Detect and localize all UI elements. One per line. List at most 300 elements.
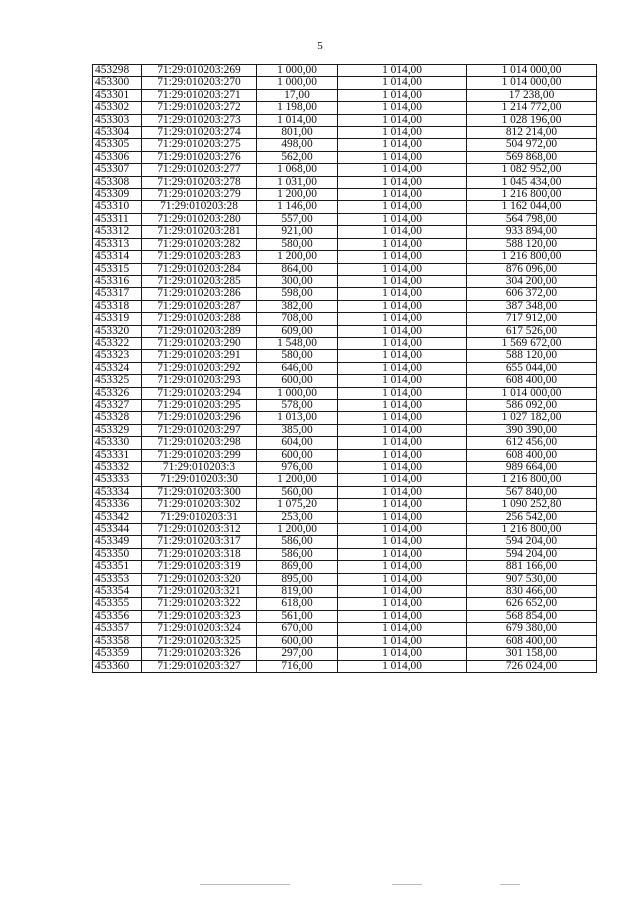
table-row xyxy=(93,524,597,536)
total-value-cell: 588 120,00 xyxy=(467,350,597,362)
unit-price-cell: 1 014,00 xyxy=(338,387,467,399)
table-row xyxy=(93,65,597,77)
total-value-cell: 726 024,00 xyxy=(467,660,597,672)
unit-price-cell: 1 014,00 xyxy=(338,660,467,672)
cadastral-number-cell: 71:29:010203:286 xyxy=(142,288,257,300)
cadastral-number-cell: 71:29:010203:285 xyxy=(142,275,257,287)
plot-id-cell: 453354 xyxy=(93,586,142,598)
unit-price-cell: 1 014,00 xyxy=(338,176,467,188)
cadastral-number-cell: 71:29:010203:31 xyxy=(142,511,257,523)
plot-id-cell: 453312 xyxy=(93,226,142,238)
total-value-cell: 881 166,00 xyxy=(467,561,597,573)
area-cell: 1 031,00 xyxy=(257,176,338,188)
cadastral-number-cell: 71:29:010203:287 xyxy=(142,300,257,312)
table-row xyxy=(93,660,597,672)
plot-id-cell: 453329 xyxy=(93,424,142,436)
table-row xyxy=(93,251,597,263)
total-value-cell: 612 456,00 xyxy=(467,437,597,449)
table-row xyxy=(93,635,597,647)
area-cell: 801,00 xyxy=(257,127,338,139)
total-value-cell: 617 526,00 xyxy=(467,325,597,337)
total-value-cell: 655 044,00 xyxy=(467,362,597,374)
plot-id-cell: 453306 xyxy=(93,151,142,163)
unit-price-cell: 1 014,00 xyxy=(338,77,467,89)
table-row xyxy=(93,573,597,585)
cadastral-number-cell: 71:29:010203:277 xyxy=(142,164,257,176)
unit-price-cell: 1 014,00 xyxy=(338,462,467,474)
area-cell: 869,00 xyxy=(257,561,338,573)
plot-id-cell: 453333 xyxy=(93,474,142,486)
area-cell: 1 000,00 xyxy=(257,387,338,399)
area-cell: 716,00 xyxy=(257,660,338,672)
cadastral-number-cell: 71:29:010203:280 xyxy=(142,213,257,225)
table-row xyxy=(93,598,597,610)
unit-price-cell: 1 014,00 xyxy=(338,362,467,374)
cadastral-number-cell: 71:29:010203:320 xyxy=(142,573,257,585)
cadastral-number-cell: 71:29:010203:322 xyxy=(142,598,257,610)
total-value-cell: 1 027 182,00 xyxy=(467,412,597,424)
total-value-cell: 1 216 800,00 xyxy=(467,251,597,263)
plot-id-cell: 453360 xyxy=(93,660,142,672)
plot-id-cell: 453327 xyxy=(93,399,142,411)
plot-id-cell: 453309 xyxy=(93,189,142,201)
cadastral-number-cell: 71:29:010203:296 xyxy=(142,412,257,424)
table-row xyxy=(93,399,597,411)
area-cell: 1 013,00 xyxy=(257,412,338,424)
table-row xyxy=(93,586,597,598)
cadastral-number-cell: 71:29:010203:273 xyxy=(142,114,257,126)
unit-price-cell: 1 014,00 xyxy=(338,251,467,263)
plot-id-cell: 453307 xyxy=(93,164,142,176)
cadastral-number-cell: 71:29:010203:312 xyxy=(142,524,257,536)
area-cell: 586,00 xyxy=(257,536,338,548)
cadastral-number-cell: 71:29:010203:288 xyxy=(142,313,257,325)
table-row xyxy=(93,437,597,449)
unit-price-cell: 1 014,00 xyxy=(338,499,467,511)
unit-price-cell: 1 014,00 xyxy=(338,213,467,225)
unit-price-cell: 1 014,00 xyxy=(338,610,467,622)
cadastral-number-cell: 71:29:010203:302 xyxy=(142,499,257,511)
table-body xyxy=(93,65,597,673)
plot-id-cell: 453300 xyxy=(93,77,142,89)
total-value-cell: 1 014 000,00 xyxy=(467,65,597,77)
cadastral-number-cell: 71:29:010203:294 xyxy=(142,387,257,399)
cadastral-number-cell: 71:29:010203:295 xyxy=(142,399,257,411)
plot-id-cell: 453330 xyxy=(93,437,142,449)
total-value-cell: 907 530,00 xyxy=(467,573,597,585)
plot-id-cell: 453304 xyxy=(93,127,142,139)
plot-id-cell: 453356 xyxy=(93,610,142,622)
land-plots-table xyxy=(92,64,597,673)
cadastral-number-cell: 71:29:010203:327 xyxy=(142,660,257,672)
total-value-cell: 390 390,00 xyxy=(467,424,597,436)
area-cell: 1 200,00 xyxy=(257,189,338,201)
unit-price-cell: 1 014,00 xyxy=(338,337,467,349)
area-cell: 1 075,20 xyxy=(257,499,338,511)
plot-id-cell: 453323 xyxy=(93,350,142,362)
cadastral-number-cell: 71:29:010203:291 xyxy=(142,350,257,362)
cadastral-number-cell: 71:29:010203:325 xyxy=(142,635,257,647)
unit-price-cell: 1 014,00 xyxy=(338,561,467,573)
total-value-cell: 1 162 044,00 xyxy=(467,201,597,213)
table-row xyxy=(93,623,597,635)
cadastral-number-cell: 71:29:010203:323 xyxy=(142,610,257,622)
cadastral-number-cell: 71:29:010203:293 xyxy=(142,375,257,387)
table-row xyxy=(93,164,597,176)
plot-id-cell: 453349 xyxy=(93,536,142,548)
table-row xyxy=(93,548,597,560)
table-row xyxy=(93,499,597,511)
unit-price-cell: 1 014,00 xyxy=(338,151,467,163)
cadastral-number-cell: 71:29:010203:290 xyxy=(142,337,257,349)
total-value-cell: 1 216 800,00 xyxy=(467,189,597,201)
cadastral-number-cell: 71:29:010203:319 xyxy=(142,561,257,573)
cadastral-number-cell: 71:29:010203:321 xyxy=(142,586,257,598)
plot-id-cell: 453326 xyxy=(93,387,142,399)
plot-id-cell: 453313 xyxy=(93,238,142,250)
scan-artifact xyxy=(200,884,290,885)
unit-price-cell: 1 014,00 xyxy=(338,524,467,536)
table-row xyxy=(93,362,597,374)
area-cell: 580,00 xyxy=(257,238,338,250)
cadastral-number-cell: 71:29:010203:282 xyxy=(142,238,257,250)
table-row xyxy=(93,89,597,101)
cadastral-number-cell: 71:29:010203:326 xyxy=(142,648,257,660)
area-cell: 297,00 xyxy=(257,648,338,660)
plot-id-cell: 453342 xyxy=(93,511,142,523)
total-value-cell: 594 204,00 xyxy=(467,548,597,560)
total-value-cell: 504 972,00 xyxy=(467,139,597,151)
table-row xyxy=(93,201,597,213)
table-row xyxy=(93,474,597,486)
plot-id-cell: 453355 xyxy=(93,598,142,610)
total-value-cell: 569 868,00 xyxy=(467,151,597,163)
total-value-cell: 1 090 252,80 xyxy=(467,499,597,511)
unit-price-cell: 1 014,00 xyxy=(338,449,467,461)
cadastral-number-cell: 71:29:010203:30 xyxy=(142,474,257,486)
unit-price-cell: 1 014,00 xyxy=(338,648,467,660)
table-row xyxy=(93,536,597,548)
area-cell: 1 000,00 xyxy=(257,65,338,77)
unit-price-cell: 1 014,00 xyxy=(338,275,467,287)
plot-id-cell: 453328 xyxy=(93,412,142,424)
total-value-cell: 1 028 196,00 xyxy=(467,114,597,126)
area-cell: 1 068,00 xyxy=(257,164,338,176)
total-value-cell: 256 542,00 xyxy=(467,511,597,523)
unit-price-cell: 1 014,00 xyxy=(338,89,467,101)
unit-price-cell: 1 014,00 xyxy=(338,238,467,250)
area-cell: 580,00 xyxy=(257,350,338,362)
plot-id-cell: 453353 xyxy=(93,573,142,585)
total-value-cell: 608 400,00 xyxy=(467,375,597,387)
area-cell: 562,00 xyxy=(257,151,338,163)
plot-id-cell: 453320 xyxy=(93,325,142,337)
total-value-cell: 608 400,00 xyxy=(467,449,597,461)
unit-price-cell: 1 014,00 xyxy=(338,635,467,647)
area-cell: 1 200,00 xyxy=(257,524,338,536)
area-cell: 618,00 xyxy=(257,598,338,610)
plot-id-cell: 453301 xyxy=(93,89,142,101)
plot-id-cell: 453331 xyxy=(93,449,142,461)
table-row xyxy=(93,275,597,287)
cadastral-number-cell: 71:29:010203:300 xyxy=(142,486,257,498)
table-row xyxy=(93,139,597,151)
plot-id-cell: 453315 xyxy=(93,263,142,275)
unit-price-cell: 1 014,00 xyxy=(338,288,467,300)
plot-id-cell: 453336 xyxy=(93,499,142,511)
cadastral-number-cell: 71:29:010203:271 xyxy=(142,89,257,101)
plot-id-cell: 453359 xyxy=(93,648,142,660)
unit-price-cell: 1 014,00 xyxy=(338,399,467,411)
table-row xyxy=(93,238,597,250)
table-row xyxy=(93,226,597,238)
unit-price-cell: 1 014,00 xyxy=(338,437,467,449)
cadastral-number-cell: 71:29:010203:276 xyxy=(142,151,257,163)
cadastral-number-cell: 71:29:010203:324 xyxy=(142,623,257,635)
area-cell: 382,00 xyxy=(257,300,338,312)
unit-price-cell: 1 014,00 xyxy=(338,325,467,337)
total-value-cell: 586 092,00 xyxy=(467,399,597,411)
total-value-cell: 1 014 000,00 xyxy=(467,77,597,89)
total-value-cell: 608 400,00 xyxy=(467,635,597,647)
area-cell: 604,00 xyxy=(257,437,338,449)
unit-price-cell: 1 014,00 xyxy=(338,300,467,312)
page-number: 5 xyxy=(317,40,323,52)
area-cell: 708,00 xyxy=(257,313,338,325)
cadastral-number-cell: 71:29:010203:317 xyxy=(142,536,257,548)
table-row xyxy=(93,350,597,362)
unit-price-cell: 1 014,00 xyxy=(338,424,467,436)
plot-id-cell: 453314 xyxy=(93,251,142,263)
plot-id-cell: 453351 xyxy=(93,561,142,573)
plot-id-cell: 453310 xyxy=(93,201,142,213)
plot-id-cell: 453308 xyxy=(93,176,142,188)
total-value-cell: 387 348,00 xyxy=(467,300,597,312)
table-row xyxy=(93,337,597,349)
unit-price-cell: 1 014,00 xyxy=(338,139,467,151)
unit-price-cell: 1 014,00 xyxy=(338,313,467,325)
area-cell: 895,00 xyxy=(257,573,338,585)
table-row xyxy=(93,300,597,312)
total-value-cell: 304 200,00 xyxy=(467,275,597,287)
area-cell: 253,00 xyxy=(257,511,338,523)
unit-price-cell: 1 014,00 xyxy=(338,486,467,498)
plot-id-cell: 453303 xyxy=(93,114,142,126)
area-cell: 1 198,00 xyxy=(257,102,338,114)
scan-artifact xyxy=(500,884,520,885)
cadastral-number-cell: 71:29:010203:284 xyxy=(142,263,257,275)
cadastral-number-cell: 71:29:010203:269 xyxy=(142,65,257,77)
plot-id-cell: 453305 xyxy=(93,139,142,151)
area-cell: 1 200,00 xyxy=(257,474,338,486)
table-row xyxy=(93,610,597,622)
area-cell: 609,00 xyxy=(257,325,338,337)
total-value-cell: 588 120,00 xyxy=(467,238,597,250)
unit-price-cell: 1 014,00 xyxy=(338,573,467,585)
unit-price-cell: 1 014,00 xyxy=(338,598,467,610)
total-value-cell: 1 082 952,00 xyxy=(467,164,597,176)
total-value-cell: 626 652,00 xyxy=(467,598,597,610)
cadastral-number-cell: 71:29:010203:272 xyxy=(142,102,257,114)
unit-price-cell: 1 014,00 xyxy=(338,102,467,114)
table-row xyxy=(93,176,597,188)
plot-id-cell: 453311 xyxy=(93,213,142,225)
table-row xyxy=(93,486,597,498)
table-row xyxy=(93,114,597,126)
table-row xyxy=(93,511,597,523)
area-cell: 670,00 xyxy=(257,623,338,635)
plot-id-cell: 453317 xyxy=(93,288,142,300)
plot-id-cell: 453324 xyxy=(93,362,142,374)
table-row xyxy=(93,449,597,461)
table-row xyxy=(93,77,597,89)
cadastral-number-cell: 71:29:010203:28 xyxy=(142,201,257,213)
scan-artifact xyxy=(392,884,422,885)
area-cell: 976,00 xyxy=(257,462,338,474)
total-value-cell: 1 569 672,00 xyxy=(467,337,597,349)
table-row xyxy=(93,462,597,474)
unit-price-cell: 1 014,00 xyxy=(338,164,467,176)
area-cell: 1 014,00 xyxy=(257,114,338,126)
total-value-cell: 594 204,00 xyxy=(467,536,597,548)
plot-id-cell: 453334 xyxy=(93,486,142,498)
area-cell: 557,00 xyxy=(257,213,338,225)
area-cell: 17,00 xyxy=(257,89,338,101)
cadastral-number-cell: 71:29:010203:281 xyxy=(142,226,257,238)
cadastral-number-cell: 71:29:010203:298 xyxy=(142,437,257,449)
area-cell: 921,00 xyxy=(257,226,338,238)
unit-price-cell: 1 014,00 xyxy=(338,623,467,635)
total-value-cell: 567 840,00 xyxy=(467,486,597,498)
total-value-cell: 679 380,00 xyxy=(467,623,597,635)
total-value-cell: 1 045 434,00 xyxy=(467,176,597,188)
table-row xyxy=(93,387,597,399)
table-row xyxy=(93,648,597,660)
plot-id-cell: 453358 xyxy=(93,635,142,647)
unit-price-cell: 1 014,00 xyxy=(338,548,467,560)
cadastral-number-cell: 71:29:010203:289 xyxy=(142,325,257,337)
total-value-cell: 876 096,00 xyxy=(467,263,597,275)
unit-price-cell: 1 014,00 xyxy=(338,226,467,238)
unit-price-cell: 1 014,00 xyxy=(338,412,467,424)
area-cell: 578,00 xyxy=(257,399,338,411)
unit-price-cell: 1 014,00 xyxy=(338,586,467,598)
area-cell: 1 200,00 xyxy=(257,251,338,263)
plot-id-cell: 453344 xyxy=(93,524,142,536)
table-row xyxy=(93,213,597,225)
table-row xyxy=(93,561,597,573)
total-value-cell: 1 014 000,00 xyxy=(467,387,597,399)
cadastral-number-cell: 71:29:010203:292 xyxy=(142,362,257,374)
total-value-cell: 1 216 800,00 xyxy=(467,474,597,486)
area-cell: 600,00 xyxy=(257,449,338,461)
table-row xyxy=(93,127,597,139)
total-value-cell: 830 466,00 xyxy=(467,586,597,598)
unit-price-cell: 1 014,00 xyxy=(338,65,467,77)
cadastral-number-cell: 71:29:010203:3 xyxy=(142,462,257,474)
area-cell: 646,00 xyxy=(257,362,338,374)
plot-id-cell: 453298 xyxy=(93,65,142,77)
table-row xyxy=(93,151,597,163)
area-cell: 560,00 xyxy=(257,486,338,498)
plot-id-cell: 453332 xyxy=(93,462,142,474)
unit-price-cell: 1 014,00 xyxy=(338,189,467,201)
plot-id-cell: 453350 xyxy=(93,548,142,560)
plot-id-cell: 453302 xyxy=(93,102,142,114)
total-value-cell: 1 216 800,00 xyxy=(467,524,597,536)
total-value-cell: 1 214 772,00 xyxy=(467,102,597,114)
table-row xyxy=(93,189,597,201)
unit-price-cell: 1 014,00 xyxy=(338,127,467,139)
unit-price-cell: 1 014,00 xyxy=(338,536,467,548)
area-cell: 600,00 xyxy=(257,375,338,387)
cadastral-number-cell: 71:29:010203:270 xyxy=(142,77,257,89)
unit-price-cell: 1 014,00 xyxy=(338,375,467,387)
plot-id-cell: 453325 xyxy=(93,375,142,387)
table-row xyxy=(93,313,597,325)
table-row xyxy=(93,288,597,300)
table-row xyxy=(93,325,597,337)
plot-id-cell: 453357 xyxy=(93,623,142,635)
cadastral-number-cell: 71:29:010203:297 xyxy=(142,424,257,436)
table-row xyxy=(93,424,597,436)
area-cell: 1 000,00 xyxy=(257,77,338,89)
total-value-cell: 606 372,00 xyxy=(467,288,597,300)
plot-id-cell: 453319 xyxy=(93,313,142,325)
plot-id-cell: 453318 xyxy=(93,300,142,312)
cadastral-number-cell: 71:29:010203:299 xyxy=(142,449,257,461)
area-cell: 561,00 xyxy=(257,610,338,622)
area-cell: 600,00 xyxy=(257,635,338,647)
unit-price-cell: 1 014,00 xyxy=(338,511,467,523)
cadastral-number-cell: 71:29:010203:283 xyxy=(142,251,257,263)
area-cell: 864,00 xyxy=(257,263,338,275)
plot-id-cell: 453322 xyxy=(93,337,142,349)
unit-price-cell: 1 014,00 xyxy=(338,263,467,275)
total-value-cell: 989 664,00 xyxy=(467,462,597,474)
total-value-cell: 812 214,00 xyxy=(467,127,597,139)
cadastral-number-cell: 71:29:010203:275 xyxy=(142,139,257,151)
total-value-cell: 568 854,00 xyxy=(467,610,597,622)
area-cell: 598,00 xyxy=(257,288,338,300)
table-row xyxy=(93,102,597,114)
unit-price-cell: 1 014,00 xyxy=(338,114,467,126)
area-cell: 1 548,00 xyxy=(257,337,338,349)
total-value-cell: 933 894,00 xyxy=(467,226,597,238)
table-row xyxy=(93,375,597,387)
cadastral-number-cell: 71:29:010203:274 xyxy=(142,127,257,139)
total-value-cell: 301 158,00 xyxy=(467,648,597,660)
area-cell: 1 146,00 xyxy=(257,201,338,213)
area-cell: 586,00 xyxy=(257,548,338,560)
unit-price-cell: 1 014,00 xyxy=(338,474,467,486)
total-value-cell: 717 912,00 xyxy=(467,313,597,325)
unit-price-cell: 1 014,00 xyxy=(338,350,467,362)
table-row xyxy=(93,412,597,424)
area-cell: 498,00 xyxy=(257,139,338,151)
plot-id-cell: 453316 xyxy=(93,275,142,287)
area-cell: 300,00 xyxy=(257,275,338,287)
unit-price-cell: 1 014,00 xyxy=(338,201,467,213)
total-value-cell: 17 238,00 xyxy=(467,89,597,101)
area-cell: 385,00 xyxy=(257,424,338,436)
cadastral-number-cell: 71:29:010203:279 xyxy=(142,189,257,201)
total-value-cell: 564 798,00 xyxy=(467,213,597,225)
cadastral-number-cell: 71:29:010203:278 xyxy=(142,176,257,188)
area-cell: 819,00 xyxy=(257,586,338,598)
table-row xyxy=(93,263,597,275)
cadastral-number-cell: 71:29:010203:318 xyxy=(142,548,257,560)
